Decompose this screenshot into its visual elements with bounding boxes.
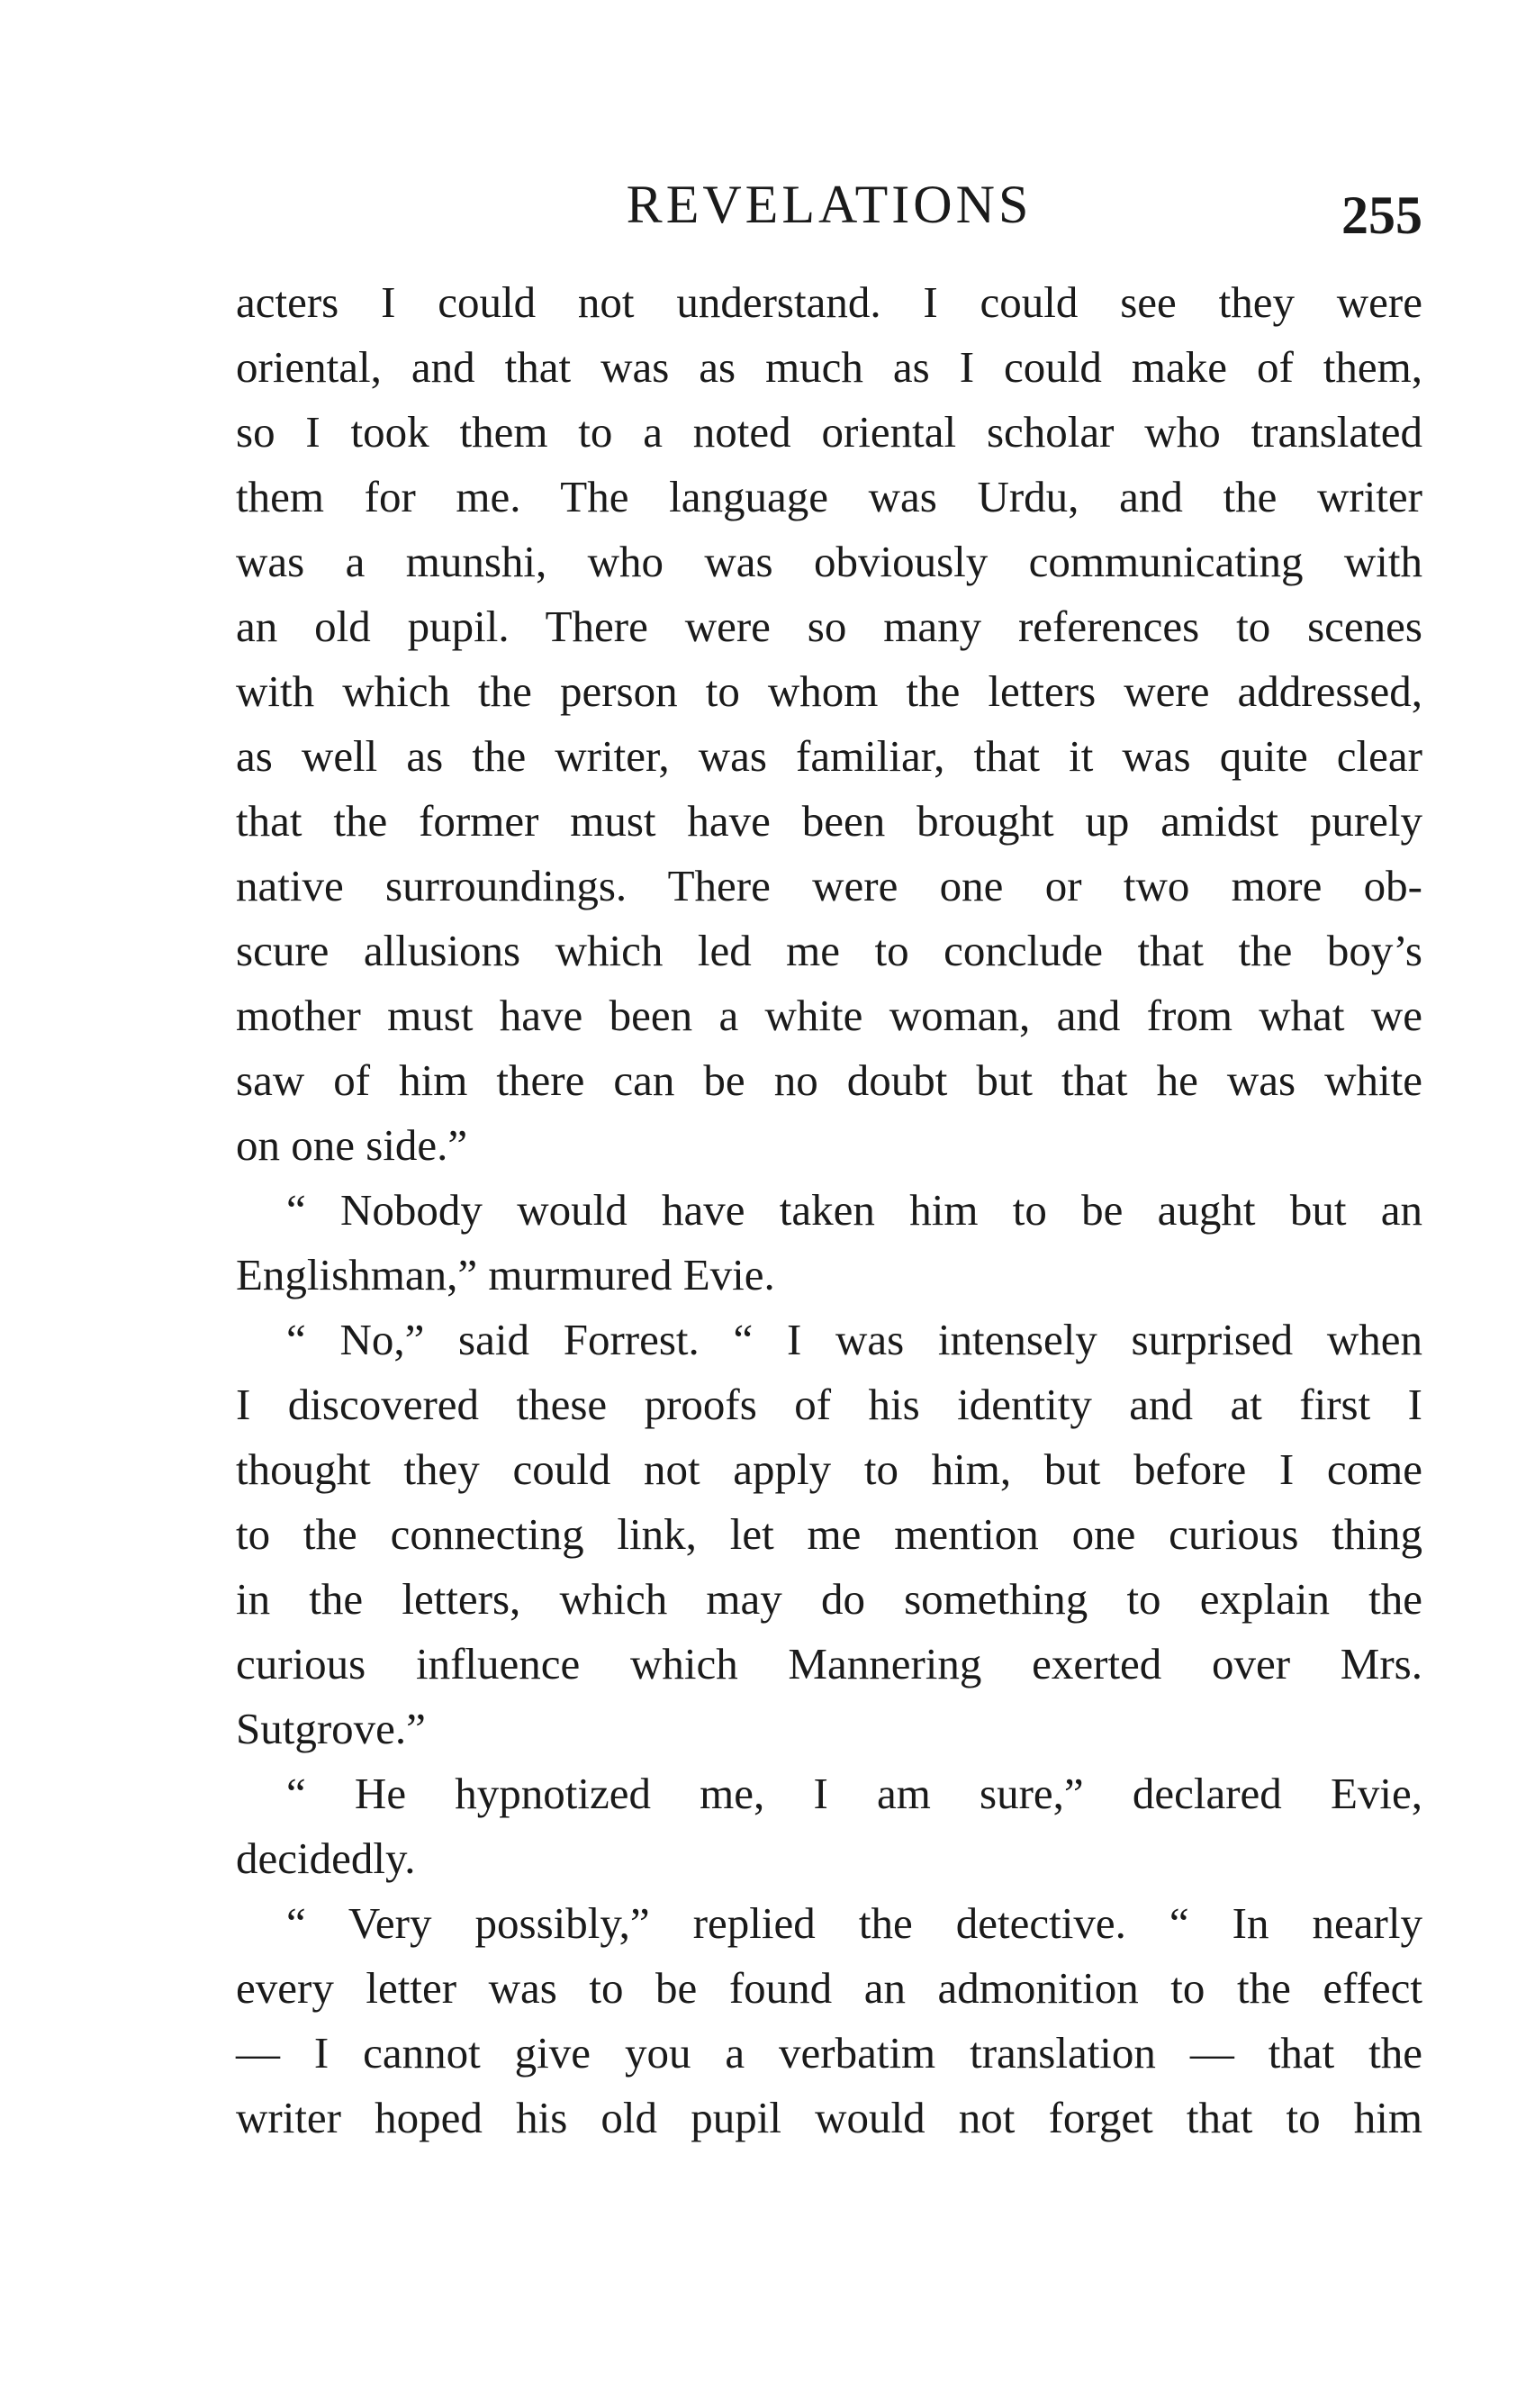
text-line: — I cannot give you a verbatim translation — that the (236, 2028, 1422, 2078)
text-line: Sutgrove.” (236, 1704, 426, 1753)
text-line: Englishman,” murmured Evie. (236, 1250, 775, 1299)
text-line: them for me. The language was Urdu, and the writer (236, 472, 1422, 521)
text-line: “ He hypnotized me, I am sure,” declared Evie, (286, 1769, 1422, 1818)
text-line: on one side.” (236, 1120, 468, 1170)
text-line: thought they could not apply to him, but before I come (236, 1444, 1422, 1494)
text-line: was a munshi, who was obviously communicating with (236, 537, 1422, 586)
text-line: decidedly. (236, 1833, 416, 1883)
text-line: acters I could not understand. I could see they were (236, 277, 1422, 327)
text-line: writer hoped his old pupil would not forget that to him (236, 2093, 1422, 2142)
text-line: so I took them to a noted oriental scholar who translated (236, 407, 1422, 457)
running-head (236, 173, 1422, 245)
text-line: “ Nobody would have taken him to be aught but an (286, 1185, 1422, 1235)
text-line: mother must have been a white woman, and from what we (236, 991, 1422, 1040)
text-line: scure allusions which led me to conclude that the boy’s (236, 926, 1422, 975)
body-text (236, 270, 1422, 2150)
text-line: oriental, and that was as much as I could make of them, (236, 342, 1422, 392)
running-title: REVELATIONS (626, 175, 1033, 234)
text-line: in the letters, which may do something to explain the (236, 1574, 1422, 1624)
text-line: I discovered these proofs of his identity and at first I (236, 1380, 1422, 1429)
text-line: with which the person to whom the letters were addressed, (236, 666, 1422, 716)
text-line: native surroundings. There were one or two more ob- (236, 861, 1422, 910)
text-line: an old pupil. There were so many references to scenes (236, 602, 1422, 651)
text-line: curious influence which Mannering exerted over Mrs. (236, 1639, 1422, 1688)
text-line: that the former must have been brought up amidst purely (236, 796, 1422, 846)
text-line: to the connecting link, let me mention one curious thing (236, 1509, 1422, 1559)
text-line: every letter was to be found an admonition to the effect (236, 1963, 1422, 2013)
text-line: as well as the writer, was familiar, that it was quite clear (236, 731, 1422, 781)
text-line: “ No,” said Forrest. “ I was intensely surprised when (286, 1315, 1422, 1364)
page-number: 255 (1341, 186, 1422, 245)
text-line: saw of him there can be no doubt but that he was white (236, 1055, 1422, 1105)
text-line: “ Very possibly,” replied the detective. “ In nearly (286, 1898, 1422, 1948)
